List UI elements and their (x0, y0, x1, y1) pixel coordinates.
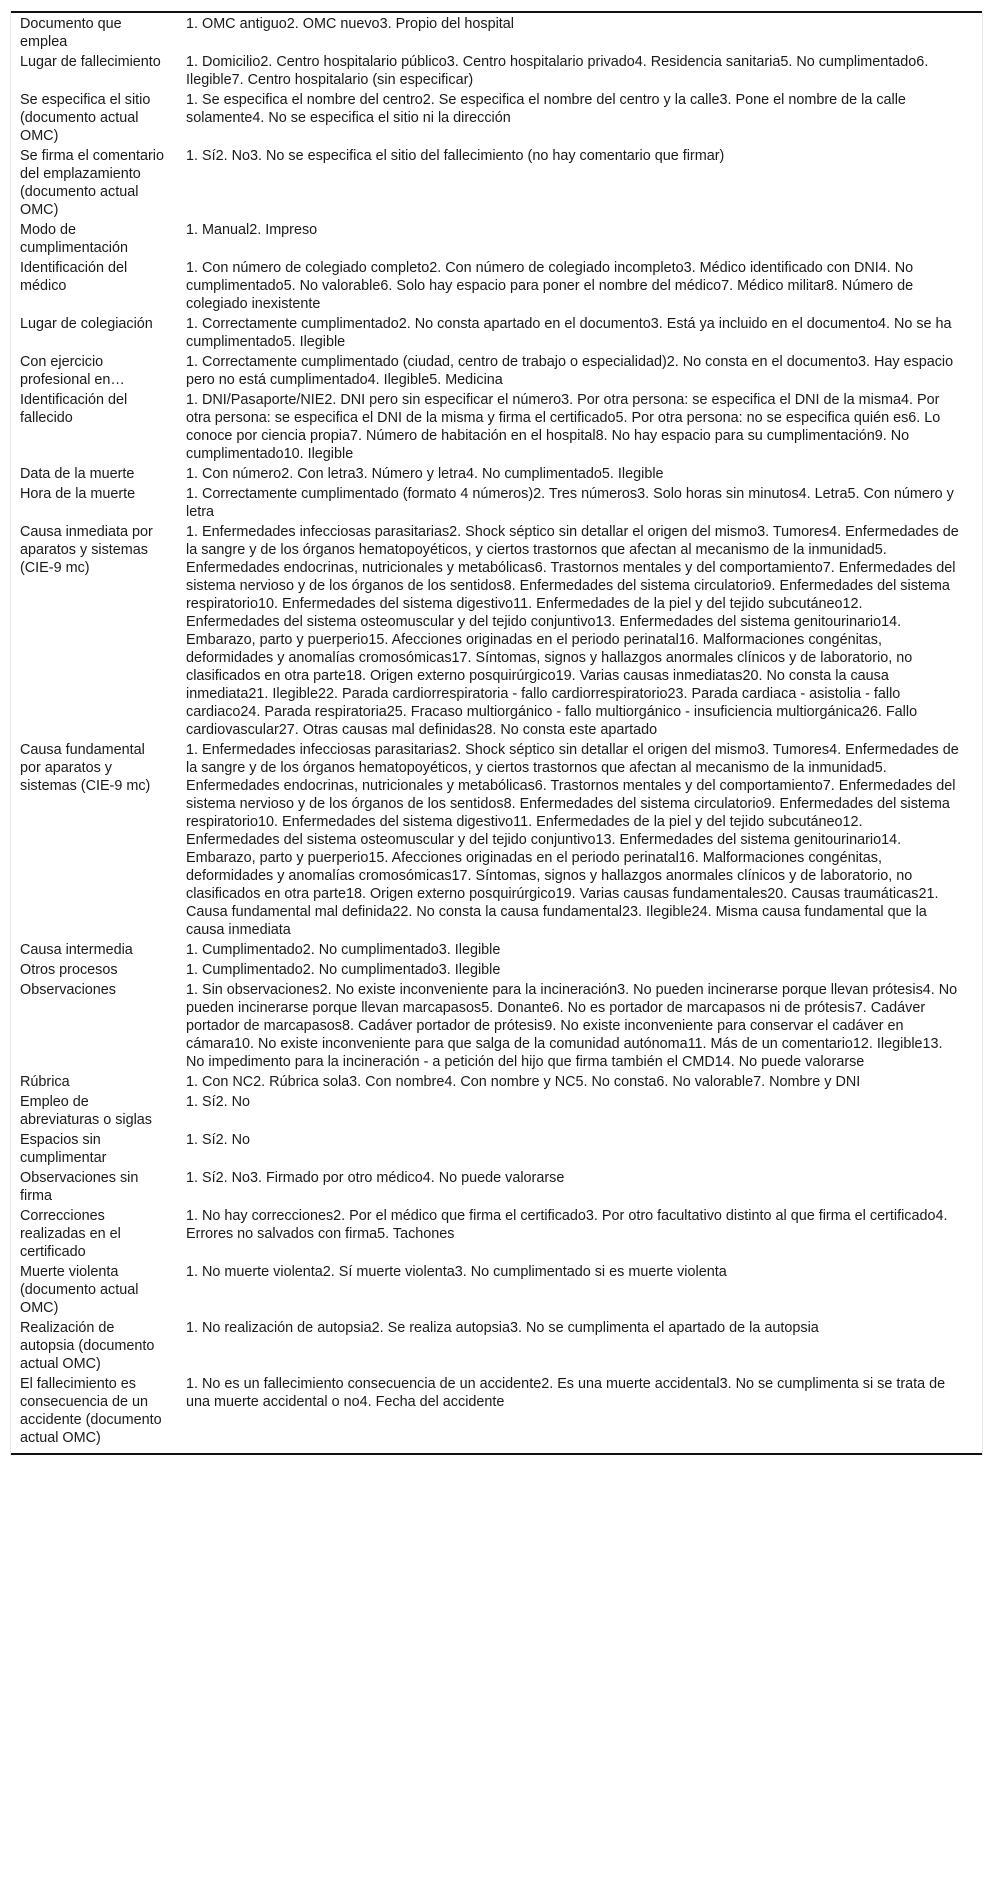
row-value: 1. Manual2. Impreso (186, 222, 318, 238)
table-row (11, 1447, 982, 1454)
row-label: Lugar de colegiación (20, 316, 153, 332)
row-label: El fallecimiento es consecuencia de un accidente (documento actual OMC) (20, 1376, 162, 1446)
row-label: Data de la muerte (20, 466, 135, 482)
row-label: Se firma el comentario del emplazamiento (documento actual OMC) (20, 148, 164, 218)
row-value: 1. Sí2. No3. No se especifica el sitio del fallecimiento (no hay comentario que firmar) (186, 148, 725, 164)
row-value: 1. Enfermedades infecciosas parasitarias2. Shock séptico sin detallar el origen del mismo3. Tumores4. Enfermedades de la sangre y de los órganos hematopoyéticos, y ciertos trastornos que afectan al mecanismo de la inmunidad5. Enfermedades endocrinas, nutricionales y metabólicas6. Trastornos mentales y del comportamiento7. Enfermedades del sistema nervioso y de los órganos de los sentidos8. Enfermedades del sistema circulatorio9. Enfermedades del sistema respiratorio10. Enfermedades del sistema digestivo11. Enfermedades de la piel y del tejido subcutáneo12. Enfermedades del sistema osteomuscular y del tejido conjuntivo13. Enfermedades del sistema genitourinario14. Embarazo, parto y puerperio15. Afecciones originadas en el periodo perinatal16. Malformaciones congénitas, deformidades y anomalías cromosómicas17. Síntomas, signos y hallazgos anormales clínicos y de laboratorio, no clasificados en otra parte18. Origen externo posquirúrgico19. Varias causas fundamentales20. Causas traumáticas21. Causa fundamental mal definida22. No consta la causa fundamental23. Ilegible24. Misma causa fundamental que la causa inmediata (186, 742, 959, 938)
table-row (11, 313, 982, 351)
variables-table (11, 11, 982, 1455)
row-label: Documento que emplea (20, 16, 122, 50)
row-label: Hora de la muerte (20, 486, 136, 502)
row-value: 1. Cumplimentado2. No cumplimentado3. Ilegible (186, 942, 501, 958)
table-row (11, 89, 982, 145)
row-label: Realización de autopsia (documento actual OMC) (20, 1320, 155, 1372)
table-row (11, 739, 982, 939)
row-label (11, 1447, 176, 1454)
table-row (11, 1071, 982, 1091)
table-row (11, 219, 982, 257)
variables-table-body (11, 12, 982, 1454)
row-label: Muerte violenta (documento actual OMC) (20, 1264, 139, 1316)
row-value: 1. No realización de autopsia2. Se realiza autopsia3. No se cumplimenta el apartado de la autopsia (186, 1320, 819, 1336)
variables-table-container (10, 11, 983, 1455)
table-row (11, 1317, 982, 1373)
row-value: 1. Sí2. No3. Firmado por otro médico4. No puede valorarse (186, 1170, 565, 1186)
row-label: Espacios sin cumplimentar (20, 1132, 107, 1166)
table-row (11, 521, 982, 739)
row-label: Correcciones realizadas en el certificado (20, 1208, 121, 1260)
row-value: 1. DNI/Pasaporte/NIE2. DNI pero sin especificar el número3. Por otra persona: se especifica el DNI de la misma4. Por otra persona: se especifica el DNI de la misma y firma el certificado5. Por otra persona: no se especifica quién es6. Lo conoce por ciencia propia7. Número de habitación en el hospital8. No hay espacio para su cumplimentación9. No cumplimentado10. Ilegible (186, 392, 941, 462)
table-row (11, 1373, 982, 1447)
table-row (11, 257, 982, 313)
row-value: 1. Con NC2. Rúbrica sola3. Con nombre4. Con nombre y NC5. No consta6. No valorable7. Nombre y DNI (186, 1074, 861, 1090)
row-label: Empleo de abreviaturas o siglas (20, 1094, 152, 1128)
table-row (11, 145, 982, 219)
table-row (11, 483, 982, 521)
row-value: 1. Correctamente cumplimentado2. No consta apartado en el documento3. Está ya incluido en el documento4. No se ha cumplimentado5. Ilegible (186, 316, 952, 350)
table-row (11, 1091, 982, 1129)
row-value: 1. Enfermedades infecciosas parasitarias2. Shock séptico sin detallar el origen del mismo3. Tumores4. Enfermedades de la sangre y de los órganos hematopoyéticos, y ciertos trastornos que afectan al mecanismo de la inmunidad5. Enfermedades endocrinas, nutricionales y metabólicas6. Trastornos mentales y del comportamiento7. Enfermedades del sistema nervioso y de los órganos de los sentidos8. Enfermedades del sistema circulatorio9. Enfermedades del sistema respiratorio10. Enfermedades del sistema digestivo11. Enfermedades de la piel y del tejido subcutáneo12. Enfermedades del sistema osteomuscular y del tejido conjuntivo13. Enfermedades del sistema genitourinario14. Embarazo, parto y puerperio15. Afecciones originadas en el periodo perinatal16. Malformaciones congénitas, deformidades y anomalías cromosómicas17. Síntomas, signos y hallazgos anormales clínicos y de laboratorio, no clasificados en otra parte18. Origen externo posquirúrgico19. Varias causas inmediatas20. No consta la causa inmediata21. Ilegible22. Parada cardiorrespiratoria - fallo cardiorrespiratorio23. Parada cardiaca - asistolia - fallo cardiaco24. Parada respiratoria25. Fracaso multiorgánico - fallo multiorgánico - insuficiencia multiorgánica26. Fallo cardiovascular27. Otras causas mal definidas28. No consta este apartado (186, 524, 959, 738)
row-label: Causa fundamental por aparatos y sistemas (CIE-9 mc) (20, 742, 151, 794)
row-label: Otros procesos (20, 962, 118, 978)
table-row (11, 1167, 982, 1205)
row-value: 1. Correctamente cumplimentado (ciudad, centro de trabajo o especialidad)2. No consta en el documento3. Hay espacio pero no está cumplimentado4. Ilegible5. Medicina (186, 354, 954, 388)
table-row (11, 463, 982, 483)
table-row (11, 12, 982, 51)
table-row (11, 389, 982, 463)
row-label: Identificación del fallecido (20, 392, 128, 426)
row-label: Se especifica el sitio (documento actual OMC) (20, 92, 151, 144)
row-label: Identificación del médico (20, 260, 128, 294)
row-value: 1. No hay correcciones2. Por el médico que firma el certificado3. Por otro facultativo distinto al que firma el certificado4. Errores no salvados con firma5. Tachones (186, 1208, 948, 1242)
table-row (11, 979, 982, 1071)
table-row (11, 1129, 982, 1167)
row-value: 1. No es un fallecimiento consecuencia de un accidente2. Es una muerte accidental3. No se cumplimenta si se trata de una muerte accidental o no4. Fecha del accidente (186, 1376, 946, 1410)
row-value: 1. OMC antiguo2. OMC nuevo3. Propio del hospital (186, 16, 514, 32)
row-value: 1. Domicilio2. Centro hospitalario público3. Centro hospitalario privado4. Residencia sanitaria5. No cumplimentado6. Ilegible7. Centro hospitalario (sin especificar) (186, 54, 929, 88)
row-value: 1. Se especifica el nombre del centro2. Se especifica el nombre del centro y la calle3. Pone el nombre de la calle solamente4. No se especifica el sitio ni la dirección (186, 92, 906, 126)
table-row (11, 939, 982, 959)
row-value: 1. Sin observaciones2. No existe inconveniente para la incineración3. No pueden incinerarse porque llevan prótesis4. No pueden incinerarse porque llevan marcapasos5. Donante6. No es portador de marcapasos ni de prótesis7. Cadáver portador de marcapasos8. Cadáver portador de prótesis9. No existe inconveniente para conservar el cadáver en cámara10. No existe inconveniente para que salga de la comunidad autónoma11. Más de un comentario12. Ilegible13. No impedimento para la incineración - a petición del hijo que firma también el CMD14. No puede valorarse (186, 982, 958, 1070)
row-value: 1. Con número2. Con letra3. Número y letra4. No cumplimentado5. Ilegible (186, 466, 664, 482)
table-row (11, 1205, 982, 1261)
table-row (11, 1261, 982, 1317)
row-value: 1. No muerte violenta2. Sí muerte violenta3. No cumplimentado si es muerte violenta (186, 1264, 727, 1280)
row-label: Causa inmediata por aparatos y sistemas (CIE-9 mc) (20, 524, 153, 576)
table-row (11, 959, 982, 979)
row-label: Rúbrica (20, 1074, 70, 1090)
row-label: Causa intermedia (20, 942, 133, 958)
row-label: Observaciones sin firma (20, 1170, 139, 1204)
row-value: 1. Sí2. No (186, 1132, 250, 1148)
row-value: 1. Con número de colegiado completo2. Con número de colegiado incompleto3. Médico identificado con DNI4. No cumplimentado5. No valorable6. Solo hay espacio para poner el nombre del médico7. Médico militar8. Número de colegiado inexistente (186, 260, 914, 312)
table-row (11, 51, 982, 89)
row-value: 1. Cumplimentado2. No cumplimentado3. Ilegible (186, 962, 501, 978)
row-label: Observaciones (20, 982, 116, 998)
row-value: 1. Sí2. No (186, 1094, 250, 1110)
table-row (11, 351, 982, 389)
row-label: Lugar de fallecimiento (20, 54, 161, 70)
row-label: Modo de cumplimentación (20, 222, 128, 256)
row-label: Con ejercicio profesional en… (20, 354, 125, 388)
row-value (176, 1447, 982, 1454)
row-value: 1. Correctamente cumplimentado (formato 4 números)2. Tres números3. Solo horas sin minutos4. Letra5. Con número y letra (186, 486, 954, 520)
